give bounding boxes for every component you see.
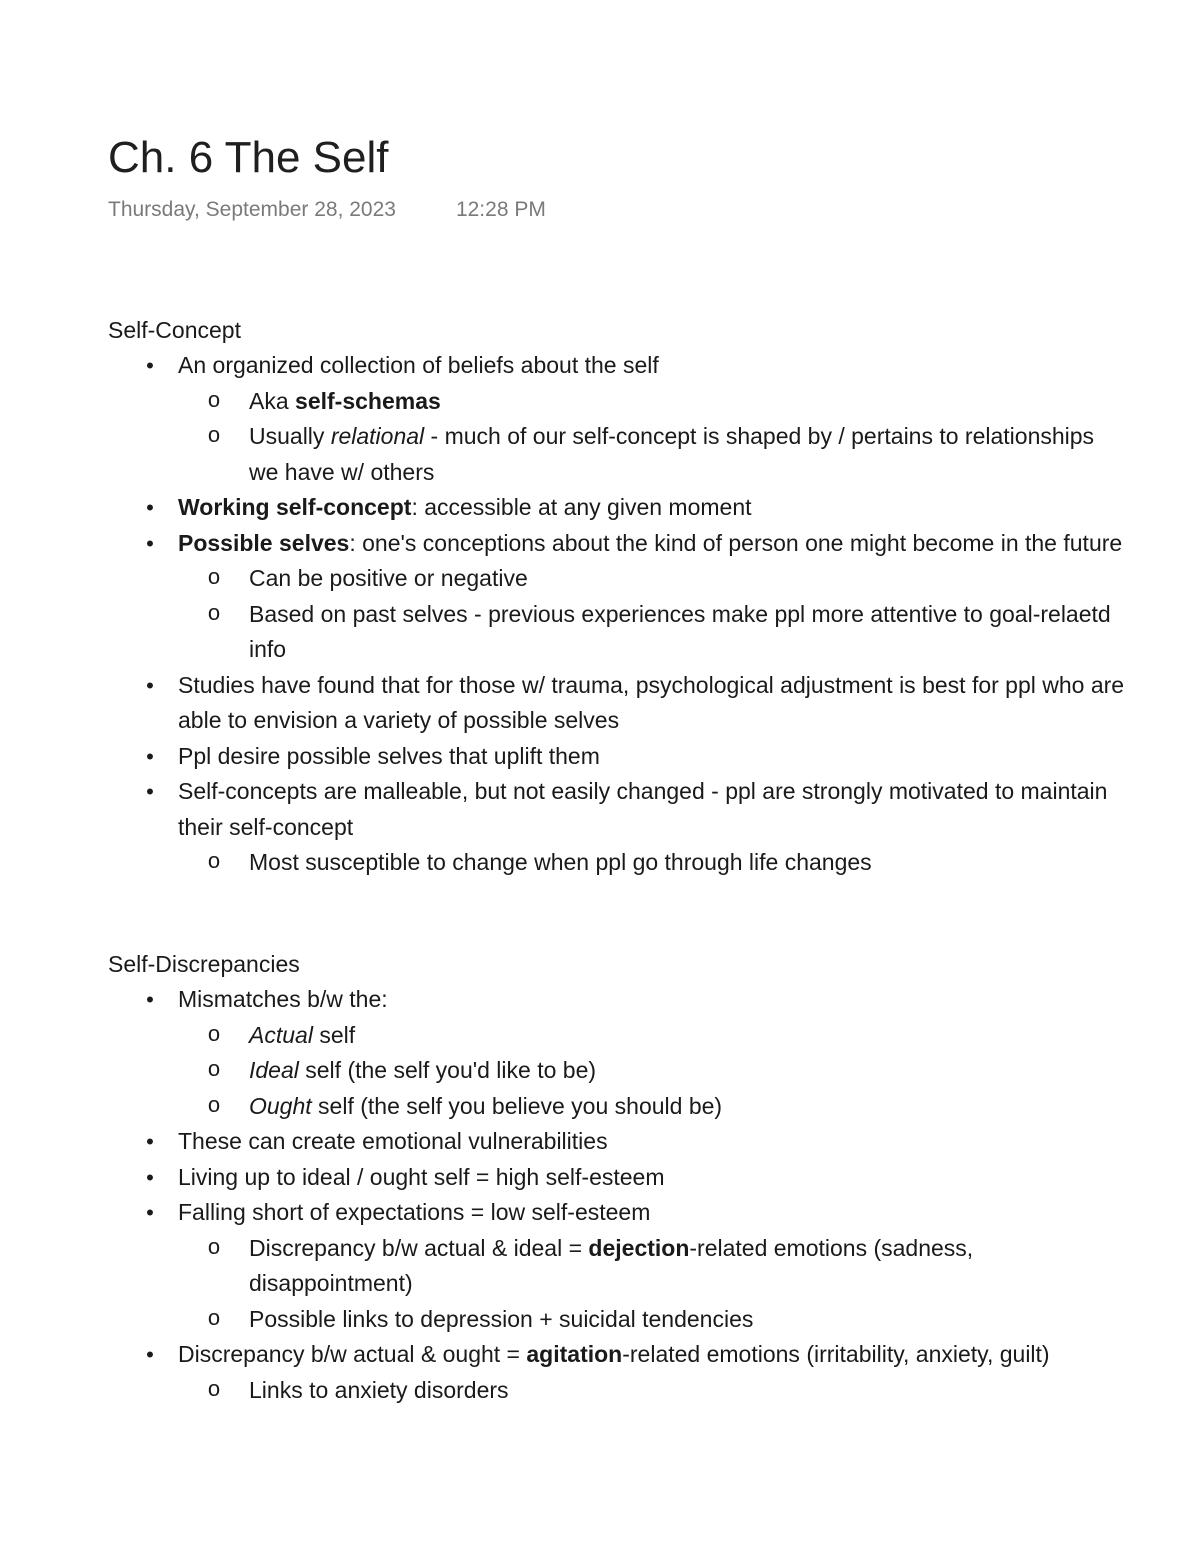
- sub-list-item: [108, 1231, 1128, 1302]
- note-page: [108, 128, 1128, 222]
- item-text: Can be positive or negative: [249, 565, 528, 591]
- bullet-icon: •: [146, 1129, 154, 1154]
- sub-bullet-icon: o: [207, 386, 221, 412]
- sub-list-item: [108, 1302, 1128, 1338]
- sub-list-item: [108, 597, 1128, 668]
- bold-term: agitation: [526, 1341, 623, 1367]
- sub-list-item: [108, 1018, 1128, 1054]
- item-text: Mismatches b/w the:: [178, 986, 388, 1012]
- item-text: - much of our self-concept is shaped by / pertains to relationships we have w/ others: [249, 423, 1095, 485]
- bullet-icon: •: [146, 353, 154, 378]
- bullet-icon: •: [146, 743, 154, 769]
- section-heading: Self-Discrepancies: [108, 951, 300, 977]
- bullet-icon: •: [146, 1200, 154, 1225]
- bullet-icon: •: [146, 1342, 154, 1367]
- bullet-icon: •: [146, 530, 154, 556]
- item-text: -related emotions (irritability, anxiety, guilt): [622, 1341, 1050, 1367]
- sub-bullet-icon: o: [207, 1020, 221, 1046]
- list-item: [108, 1337, 1128, 1373]
- sub-list-item: [108, 384, 1128, 420]
- italic-term: relational: [330, 423, 425, 449]
- sub-bullet-icon: o: [207, 599, 221, 625]
- bullet-icon: •: [146, 987, 154, 1012]
- list-item: [108, 490, 1128, 526]
- sub-bullet-icon: o: [207, 848, 221, 873]
- list-item: [108, 526, 1128, 562]
- list-item: [108, 1195, 1128, 1231]
- bullet-list: [108, 348, 1128, 881]
- sub-bullet-icon: o: [207, 1304, 221, 1330]
- sub-list-item: [108, 1053, 1128, 1089]
- sub-bullet-icon: o: [207, 564, 221, 589]
- bold-term: self-schemas: [295, 387, 441, 414]
- item-text: An organized collection of beliefs about the self: [178, 352, 659, 378]
- bullet-icon: •: [146, 779, 154, 804]
- item-text: Falling short of expectations = low self-esteem: [178, 1199, 651, 1225]
- list-item: [108, 348, 1128, 384]
- bold-term: Working self-concept: [178, 494, 412, 520]
- item-text: Discrepancy b/w actual & ought =: [178, 1341, 527, 1367]
- bullet-icon: •: [146, 495, 154, 520]
- sub-bullet-icon: o: [207, 1375, 221, 1401]
- italic-term: Ideal: [249, 1057, 299, 1083]
- sub-list-item: [108, 419, 1128, 490]
- note-time: 12:28 PM: [455, 198, 546, 221]
- item-text: -related emotions (sadness, disappointment): [249, 1234, 974, 1296]
- italic-term: Ought: [249, 1092, 312, 1119]
- note-date: Thursday, September 28, 2023: [108, 198, 396, 221]
- bullet-list: [108, 982, 1128, 1408]
- item-text: Studies have found that for those w/ trauma, psychological adjustment is best for ppl who are able to envision a variety of possible selves: [178, 671, 1125, 733]
- item-text: : one's conceptions about the kind of person one might become in the future: [349, 529, 1123, 556]
- sub-list-item: [108, 561, 1128, 597]
- item-text: : accessible at any given moment: [411, 494, 752, 520]
- bold-term: Possible selves: [178, 529, 350, 556]
- item-text: Usually: [249, 423, 331, 449]
- bold-term: dejection: [588, 1234, 690, 1261]
- item-text: self (the self you'd like to be): [298, 1057, 597, 1083]
- list-item: [108, 774, 1128, 845]
- section-heading: Self-Concept: [108, 317, 241, 343]
- sub-bullet-icon: o: [207, 1233, 221, 1259]
- list-item: [108, 1124, 1128, 1160]
- item-text: Aka: [249, 387, 296, 414]
- item-text: Discrepancy b/w actual & ideal =: [249, 1234, 589, 1261]
- item-text: Possible links to depression + suicidal tendencies: [249, 1305, 754, 1332]
- sub-bullet-icon: o: [207, 422, 221, 447]
- item-text: self (the self you believe you should be): [311, 1092, 723, 1119]
- item-text: Most susceptible to change when ppl go through life changes: [249, 849, 872, 875]
- list-item: [108, 982, 1128, 1018]
- sub-list-item: [108, 1089, 1128, 1125]
- section-self-concept: [108, 313, 1128, 881]
- item-text: These can create emotional vulnerabilities: [178, 1128, 608, 1154]
- note-metadata: [108, 198, 1128, 222]
- page-title: Ch. 6 The Self: [108, 133, 389, 182]
- item-text: Links to anxiety disorders: [249, 1376, 509, 1403]
- item-text: Living up to ideal / ought self = high self-esteem: [178, 1163, 665, 1190]
- sub-bullet-icon: o: [207, 1091, 221, 1117]
- list-item: [108, 739, 1128, 775]
- section-self-discrepancies: [108, 947, 1128, 1408]
- sub-list-item: [108, 1373, 1128, 1409]
- item-text: Self-concepts are malleable, but not easily changed - ppl are strongly motivated to maintain their self-concept: [178, 778, 1108, 840]
- sub-list-item: [108, 845, 1128, 881]
- italic-term: Actual: [249, 1021, 313, 1048]
- list-item: [108, 668, 1128, 739]
- item-text: self: [312, 1021, 356, 1048]
- item-text: Ppl desire possible selves that uplift them: [178, 742, 600, 769]
- list-item: [108, 1160, 1128, 1196]
- bullet-icon: •: [146, 672, 154, 698]
- sub-bullet-icon: o: [207, 1056, 221, 1081]
- bullet-icon: •: [146, 1164, 154, 1190]
- item-text: Based on past selves - previous experiences make ppl more attentive to goal-relaetd info: [249, 600, 1111, 662]
